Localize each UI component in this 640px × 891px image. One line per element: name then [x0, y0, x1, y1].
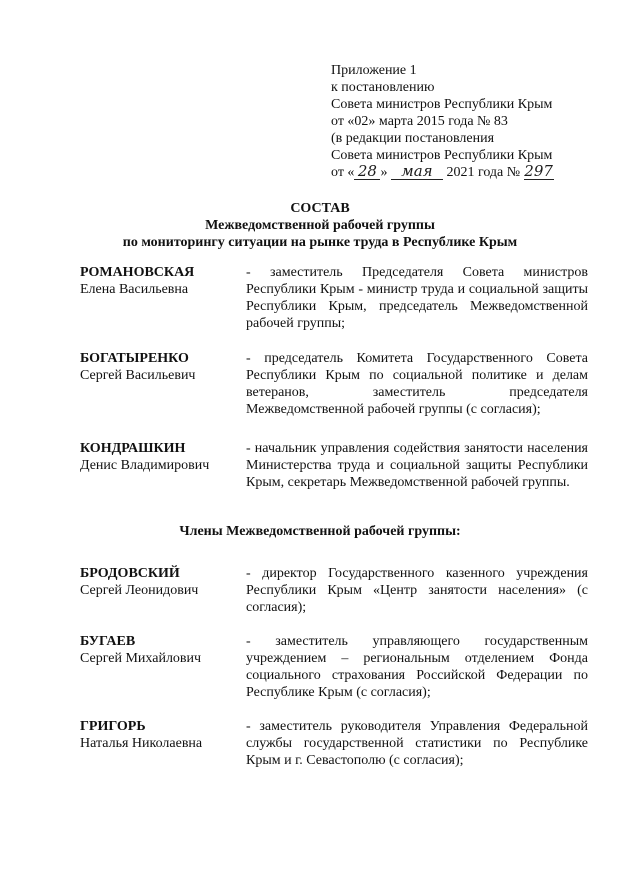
member-surname: БУГАЕВ: [80, 634, 136, 649]
member-given-name: Сергей Михайлович: [80, 651, 202, 666]
member-description: - начальник управления содействия занятости населения Министерства труда и социальной защиты Республики Крым, секретарь Межведомственной рабочей группы.: [246, 441, 588, 490]
document-title: СОСТАВ: [290, 201, 350, 216]
document-subtitle-2: по мониторингу ситуации на рынке труда в Республике Крым: [122, 235, 518, 250]
appendix-line: (в редакции постановления: [331, 131, 495, 146]
appendix-line: к постановлению: [331, 80, 435, 95]
date-prefix: от «: [331, 165, 355, 180]
member-name: [80, 718, 240, 752]
member-description: - заместитель руководителя Управления Федеральной службы государственной статистики по Республике Крым и г. Севастополю (с согласия);: [246, 719, 588, 768]
appendix-block: [331, 62, 591, 181]
member-description: - директор Государственного казенного учреждения Республики Крым «Центр занятости населения» (с согласия);: [246, 566, 588, 615]
member-name: [80, 264, 240, 298]
appendix-date-line: [331, 164, 591, 181]
date-mid: »: [380, 165, 388, 180]
member-name: [80, 633, 240, 667]
members-heading: Члены Межведомственной рабочей группы:: [179, 524, 461, 539]
member-name: [80, 350, 240, 384]
handwritten-number: 297: [524, 162, 553, 180]
member-description: - заместитель управляющего государственным учреждением – региональным отделением Фонда социального страхования Российской Федерации по Республике Крым (с согласия);: [246, 634, 588, 700]
appendix-line: Совета министров Республики Крым: [331, 148, 553, 163]
member-given-name: Сергей Васильевич: [80, 368, 196, 383]
appendix-line: от «02» марта 2015 года № 83: [331, 114, 508, 129]
appendix-line: Приложение 1: [331, 63, 417, 78]
member-given-name: Сергей Леонидович: [80, 583, 199, 598]
member-surname: БОГАТЫРЕНКО: [80, 351, 189, 366]
date-suffix: 2021 года №: [446, 165, 521, 180]
member-name: [80, 440, 240, 474]
handwritten-month: мая: [391, 164, 443, 180]
member-given-name: Денис Владимирович: [80, 458, 210, 473]
member-surname: РОМАНОВСКАЯ: [80, 265, 195, 280]
member-surname: ГРИГОРЬ: [80, 719, 146, 734]
appendix-line: Совета министров Республики Крым: [331, 97, 553, 112]
member-given-name: Елена Васильевна: [80, 282, 189, 297]
member-name: [80, 565, 240, 599]
document-subtitle: Межведомственной рабочей группы: [205, 218, 435, 233]
member-description: - заместитель Председателя Совета министров Республики Крым - министр труда и социальной защиты Республики Крым, председатель Межведомственной рабочей группы;: [246, 265, 588, 331]
member-surname: КОНДРАШКИН: [80, 441, 186, 456]
member-given-name: Наталья Николаевна: [80, 736, 203, 751]
handwritten-day: 28: [354, 164, 380, 180]
member-surname: БРОДОВСКИЙ: [80, 566, 180, 581]
member-description: - председатель Комитета Государственного Совета Республики Крым по социальной политике и делам ветеранов, заместитель председателя Межведомственной рабочей группы (с согласия);: [246, 351, 588, 417]
